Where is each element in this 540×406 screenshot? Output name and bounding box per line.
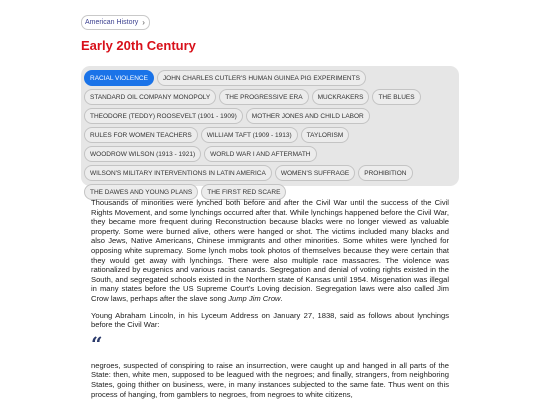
tag-mother-jones[interactable]: MOTHER JONES AND CHILD LABOR bbox=[246, 108, 370, 124]
breadcrumb[interactable] bbox=[81, 15, 150, 30]
tag-womens-suffrage[interactable]: WOMEN'S SUFFRAGE bbox=[275, 165, 355, 181]
page-title: Early 20th Century bbox=[81, 38, 196, 53]
tag-rules-women-teachers[interactable]: RULES FOR WOMEN TEACHERS bbox=[84, 127, 198, 143]
tag-the-blues[interactable]: THE BLUES bbox=[372, 89, 420, 105]
article-body bbox=[91, 198, 449, 406]
quote-icon: “ bbox=[91, 331, 103, 356]
article-paragraph bbox=[91, 198, 449, 304]
paragraph-text: Thousands of minorities were lynched both before and after the Civil War until the success of the Civil Rights Movement, and some lynchings occurred after that. While lynchings happened before the Civil War, they became more frequent during Reconstruction because blacks were no longer viewed as valuable property. Some were burned alive, others were hanged or shot. The victims included many blacks and also Jews, Native Americans, Chinese immigrants and other minorities. Some whites were lynched for opposing white supremacy. Some lynch mobs took photos of themselves because they were certain that they would get away with lynchings. There were also multiple race massacres. The violence was rationalized by eugenics and various racist canards. Segregation and denial of voting rights existed in the South, and segregated schools existed in the Northern state of Kansas until 1954. Misgenation was illegal in many states before the US Supreme Court's Loving decision. Segregation laws were also called Jim Crow laws, perhaps after the slave song bbox=[91, 198, 449, 303]
tag-row bbox=[84, 108, 456, 124]
tag-row bbox=[84, 127, 456, 143]
tag-muckrakers[interactable]: MUCKRAKERS bbox=[312, 89, 370, 105]
tag-theodore-roosevelt[interactable]: THEODORE (TEDDY) ROOSEVELT (1901 - 1909) bbox=[84, 108, 243, 124]
tag-row bbox=[84, 70, 456, 86]
tag-progressive-era[interactable]: THE PROGRESSIVE ERA bbox=[219, 89, 308, 105]
tag-row bbox=[84, 89, 456, 105]
song-title: Jump Jim Crow bbox=[228, 293, 281, 303]
tag-wilson-latin-america[interactable]: WILSON'S MILITARY INTERVENTIONS IN LATIN AMERICA bbox=[84, 165, 272, 181]
tag-william-taft[interactable]: WILLIAM TAFT (1909 - 1913) bbox=[201, 127, 298, 143]
paragraph-end: . bbox=[280, 293, 283, 303]
tag-prohibition[interactable]: PROHIBITION bbox=[358, 165, 412, 181]
tag-racial-violence[interactable]: RACIAL VIOLENCE bbox=[84, 70, 154, 86]
quote-text: negroes, suspected of conspiring to raise an insurrection, were caught up and hanged in all parts of the State: then, white men, supposed to be leagued with the negroes; and finally, strangers, from neighboring States, going thither on business, were, in many instances subjected to the same fate. Thus went on this process of hanging, from gamblers to negroes, from negroes to white citizens, bbox=[91, 360, 449, 399]
tag-cutler-experiments[interactable]: JOHN CHARLES CUTLER'S HUMAN GUINEA PIG EXPERIMENTS bbox=[157, 70, 366, 86]
tag-dawes-young-plans[interactable]: THE DAWES AND YOUNG PLANS bbox=[84, 184, 198, 200]
tag-world-war-i[interactable]: WORLD WAR I AND AFTERMATH bbox=[204, 146, 316, 162]
article-paragraph: Young Abraham Lincoln, in his Lyceum Address on January 27, 1838, said as follows about lynchings before the Civil War: bbox=[91, 310, 449, 330]
breadcrumb-label[interactable]: American History bbox=[85, 19, 139, 26]
tag-standard-oil[interactable]: STANDARD OIL COMPANY MONOPOLY bbox=[84, 89, 216, 105]
chevron-right-icon: › bbox=[142, 17, 145, 27]
tag-taylorism[interactable]: TAYLORISM bbox=[301, 127, 350, 143]
tag-row bbox=[84, 146, 456, 162]
tag-row bbox=[84, 165, 456, 181]
topic-tag-panel bbox=[81, 66, 459, 196]
tag-first-red-scare[interactable]: THE FIRST RED SCARE bbox=[201, 184, 286, 200]
tag-woodrow-wilson[interactable]: WOODROW WILSON (1913 - 1921) bbox=[84, 146, 201, 162]
